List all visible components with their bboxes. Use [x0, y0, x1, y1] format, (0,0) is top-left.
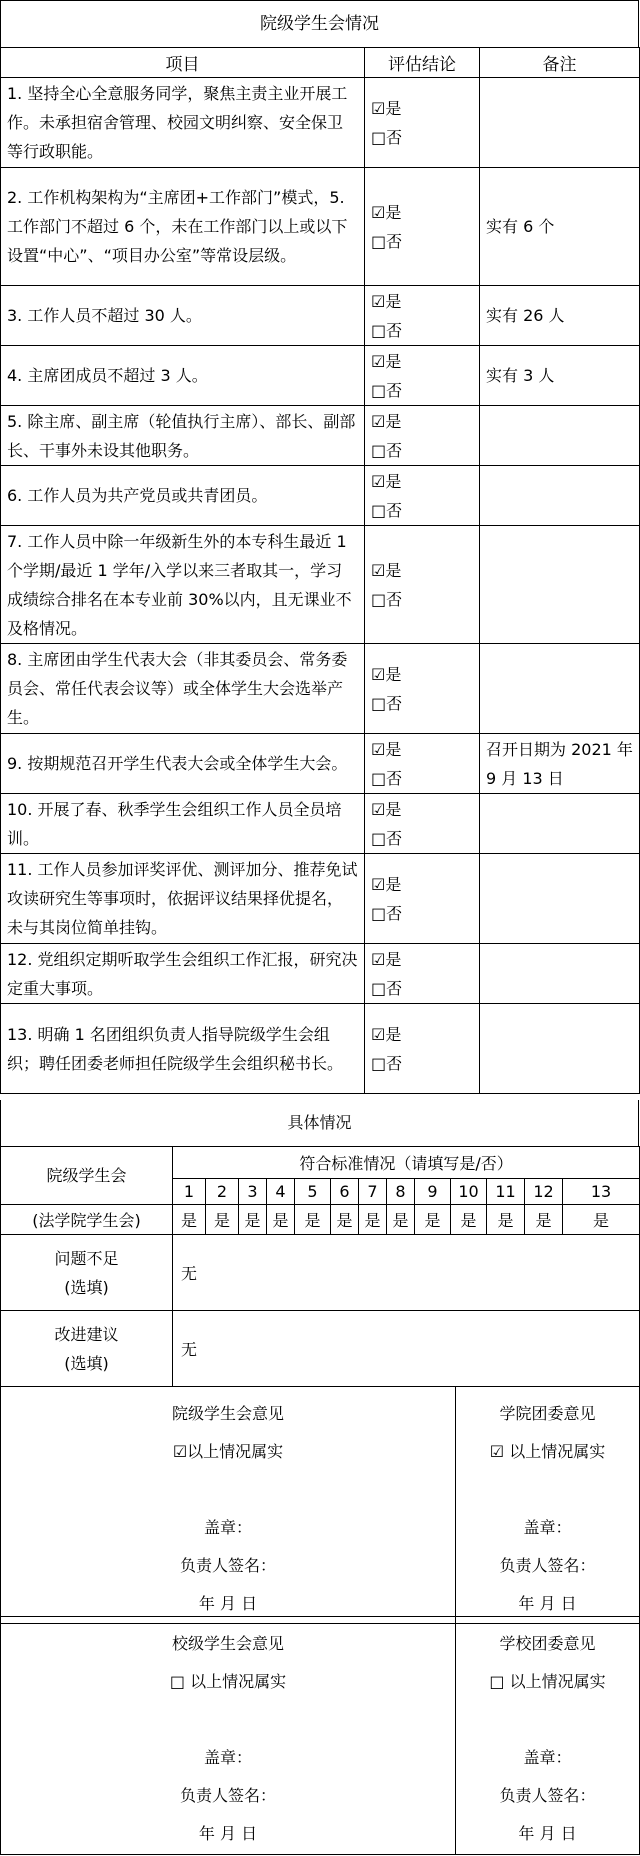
criteria-table: [0, 47, 639, 1094]
row-remark: 实有 26 人: [480, 286, 640, 346]
row-text: 13. 明确 1 名团组织负责人指导院级学生会组织；聘任团委老师担任院级学生会组织秘书长。: [1, 1004, 365, 1094]
confirm-checkbox[interactable]: □ 以上情况属实: [169, 1672, 287, 1691]
no-checkbox[interactable]: □否: [371, 127, 403, 147]
date-label: 年 月 日: [198, 1594, 258, 1613]
seal-label: 盖章：: [523, 1518, 572, 1537]
table-header: [1, 48, 640, 78]
answer-row: [1, 1205, 640, 1235]
item-number: 3: [239, 1179, 267, 1205]
no-checkbox[interactable]: □否: [371, 440, 403, 460]
item-number: 10: [451, 1179, 487, 1205]
table-row: [1, 644, 640, 734]
table-row: [1, 944, 640, 1004]
seal-label: 盖章：: [523, 1748, 572, 1767]
row-text: 8. 主席团由学生代表大会（非其委员会、常务委员会、常任代表会议等）或全体学生大会选举产生。: [1, 644, 365, 734]
signature-label: 负责人签名：: [179, 1786, 276, 1805]
answer-cell[interactable]: 是: [173, 1205, 206, 1235]
no-checkbox[interactable]: □否: [371, 500, 403, 520]
yes-checkbox[interactable]: ☑是: [371, 949, 402, 969]
no-checkbox[interactable]: □否: [371, 768, 403, 788]
table-row: [1, 526, 640, 644]
item-number: 8: [387, 1179, 415, 1205]
row-remark: [480, 854, 640, 944]
item-number: 13: [563, 1179, 640, 1205]
signature-label: 负责人签名：: [499, 1786, 596, 1805]
date-label: 年 月 日: [198, 1824, 258, 1843]
row-text: 10. 开展了春、秋季学生会组织工作人员全员培训。: [1, 794, 365, 854]
answer-cell[interactable]: 是: [451, 1205, 487, 1235]
seal-label: 盖章：: [203, 1518, 252, 1537]
row-remark: [480, 406, 640, 466]
table-row: [1, 78, 640, 168]
row-result: [365, 406, 480, 466]
problems-label: 问题不足 (选填): [1, 1235, 173, 1311]
row-result: [365, 734, 480, 794]
yes-checkbox[interactable]: ☑是: [371, 202, 402, 222]
answer-cell[interactable]: 是: [295, 1205, 331, 1235]
row-result: [365, 644, 480, 734]
item-number: 9: [415, 1179, 451, 1205]
item-number: 12: [525, 1179, 563, 1205]
problems-field[interactable]: 无: [173, 1235, 640, 1311]
row-remark: [480, 944, 640, 1004]
row-result: [365, 854, 480, 944]
header-remark: 备注: [480, 48, 640, 78]
no-checkbox[interactable]: □否: [371, 903, 403, 923]
row-remark: [480, 526, 640, 644]
row-text: 6. 工作人员为共产党员或共青团员。: [1, 466, 365, 526]
row-text: 7. 工作人员中除一年级新生外的本专科生最近 1 个学期/最近 1 学年/入学以来三者取其一，学习成绩综合排名在本专业前 30%以内，且无课业不及格情况。: [1, 526, 365, 644]
opinion-title: 校级学生会意见: [171, 1634, 284, 1653]
yes-checkbox[interactable]: ☑是: [371, 560, 402, 580]
page-title: 院级学生会情况: [0, 0, 639, 48]
row-result: [365, 346, 480, 406]
date-label: 年 月 日: [518, 1824, 577, 1843]
no-checkbox[interactable]: □否: [371, 978, 403, 998]
yes-checkbox[interactable]: ☑是: [371, 291, 402, 311]
answer-cell[interactable]: 是: [487, 1205, 525, 1235]
answer-cell[interactable]: 是: [239, 1205, 267, 1235]
table-row: [1, 346, 640, 406]
confirm-checkbox[interactable]: ☑ 以上情况属实: [489, 1442, 606, 1461]
yes-checkbox[interactable]: ☑是: [371, 98, 402, 118]
table-row: [1, 168, 640, 286]
no-checkbox[interactable]: □否: [371, 1053, 403, 1073]
college-union-opinion: [1, 1387, 456, 1624]
row-remark: [480, 78, 640, 168]
university-union-opinion: [1, 1617, 456, 1855]
row-result: [365, 1004, 480, 1094]
table-row: [1, 794, 640, 854]
row-result: [365, 286, 480, 346]
item-number: 2: [206, 1179, 239, 1205]
row-text: 9. 按期规范召开学生代表大会或全体学生大会。: [1, 734, 365, 794]
answer-cell[interactable]: 是: [415, 1205, 451, 1235]
signature-label: 负责人签名：: [499, 1556, 596, 1575]
yes-checkbox[interactable]: ☑是: [371, 1024, 402, 1044]
college-league-opinion: [456, 1387, 640, 1624]
yes-checkbox[interactable]: ☑是: [371, 411, 402, 431]
header-item: 项目: [1, 48, 365, 78]
details-table: [0, 1146, 639, 1387]
no-checkbox[interactable]: □否: [371, 320, 403, 340]
table-row: [1, 466, 640, 526]
no-checkbox[interactable]: □否: [371, 380, 403, 400]
opinion-title: 学校团委意见: [499, 1634, 596, 1653]
row-remark: [480, 466, 640, 526]
answer-cell[interactable]: 是: [525, 1205, 563, 1235]
org-label: 院级学生会: [1, 1147, 173, 1205]
row-remark: [480, 794, 640, 854]
signature-label: 负责人签名：: [179, 1556, 276, 1575]
row-remark: 实有 6 个: [480, 168, 640, 286]
date-label: 年 月 日: [518, 1594, 577, 1613]
no-checkbox[interactable]: □否: [371, 693, 403, 713]
yes-checkbox[interactable]: ☑是: [371, 664, 402, 684]
table-row: [1, 406, 640, 466]
row-result: [365, 78, 480, 168]
row-remark: 实有 3 人: [480, 346, 640, 406]
no-checkbox[interactable]: □否: [371, 828, 403, 848]
answer-cell[interactable]: 是: [359, 1205, 387, 1235]
suggest-field[interactable]: 无: [173, 1311, 640, 1387]
row-text: 1. 坚持全心全意服务同学，聚焦主责主业开展工作。未承担宿舍管理、校园文明纠察、安全保卫等行政职能。: [1, 78, 365, 168]
answer-cell[interactable]: 是: [387, 1205, 415, 1235]
item-number: 5: [295, 1179, 331, 1205]
row-result: [365, 168, 480, 286]
row-text: 3. 工作人员不超过 30 人。: [1, 286, 365, 346]
details-title: 具体情况: [0, 1100, 639, 1146]
row-result: [365, 526, 480, 644]
standard-header: 符合标准情况（请填写是/否）: [173, 1147, 640, 1179]
opinion-title: 院级学生会意见: [171, 1404, 284, 1423]
no-checkbox[interactable]: □否: [371, 589, 403, 609]
org-name: (法学院学生会): [1, 1205, 173, 1235]
item-number: 6: [331, 1179, 359, 1205]
row-result: [365, 944, 480, 1004]
suggest-row: [1, 1311, 640, 1387]
item-number: 1: [173, 1179, 206, 1205]
row-remark: 召开日期为 2021 年 9 月 13 日: [480, 734, 640, 794]
row-remark: [480, 644, 640, 734]
answer-cell[interactable]: 是: [563, 1205, 640, 1235]
answer-cell[interactable]: 是: [331, 1205, 359, 1235]
seal-label: 盖章：: [203, 1748, 252, 1767]
header-result: 评估结论: [365, 48, 480, 78]
row-result: [365, 466, 480, 526]
row-result: [365, 794, 480, 854]
row-text: 11. 工作人员参加评奖评优、测评加分、推荐免试攻读研究生等事项时，依据评议结果择优提名，未与其岗位简单挂钩。: [1, 854, 365, 944]
row-remark: [480, 1004, 640, 1094]
no-checkbox[interactable]: □否: [371, 231, 403, 251]
table-row: [1, 854, 640, 944]
yes-checkbox[interactable]: ☑是: [371, 874, 402, 894]
yes-checkbox[interactable]: ☑是: [371, 739, 402, 759]
confirm-checkbox[interactable]: ☑以上情况属实: [172, 1442, 284, 1461]
item-number: 11: [487, 1179, 525, 1205]
row-text: 4. 主席团成员不超过 3 人。: [1, 346, 365, 406]
item-number: 7: [359, 1179, 387, 1205]
table-row: [1, 734, 640, 794]
problems-row: [1, 1235, 640, 1311]
yes-checkbox[interactable]: ☑是: [371, 351, 402, 371]
yes-checkbox[interactable]: ☑是: [371, 471, 402, 491]
answer-cell[interactable]: 是: [267, 1205, 295, 1235]
opinion-title: 学院团委意见: [499, 1404, 596, 1423]
item-number: 4: [267, 1179, 295, 1205]
yes-checkbox[interactable]: ☑是: [371, 799, 402, 819]
row-text: 2. 工作机构架构为“主席团+工作部门”模式，5. 工作部门不超过 6 个，未在工作部门以上或以下设置“中心”、“项目办公室”等常设层级。: [1, 168, 365, 286]
university-league-opinion: [456, 1617, 640, 1855]
answer-cell[interactable]: 是: [206, 1205, 239, 1235]
row-text: 5. 除主席、副主席（轮值执行主席）、部长、副部长、干事外未设其他职务。: [1, 406, 365, 466]
suggest-label: 改进建议 (选填): [1, 1311, 173, 1387]
confirm-checkbox[interactable]: □ 以上情况属实: [489, 1672, 606, 1691]
table-row: [1, 1004, 640, 1094]
table-row: [1, 286, 640, 346]
row-text: 12. 党组织定期听取学生会组织工作汇报，研究决定重大事项。: [1, 944, 365, 1004]
